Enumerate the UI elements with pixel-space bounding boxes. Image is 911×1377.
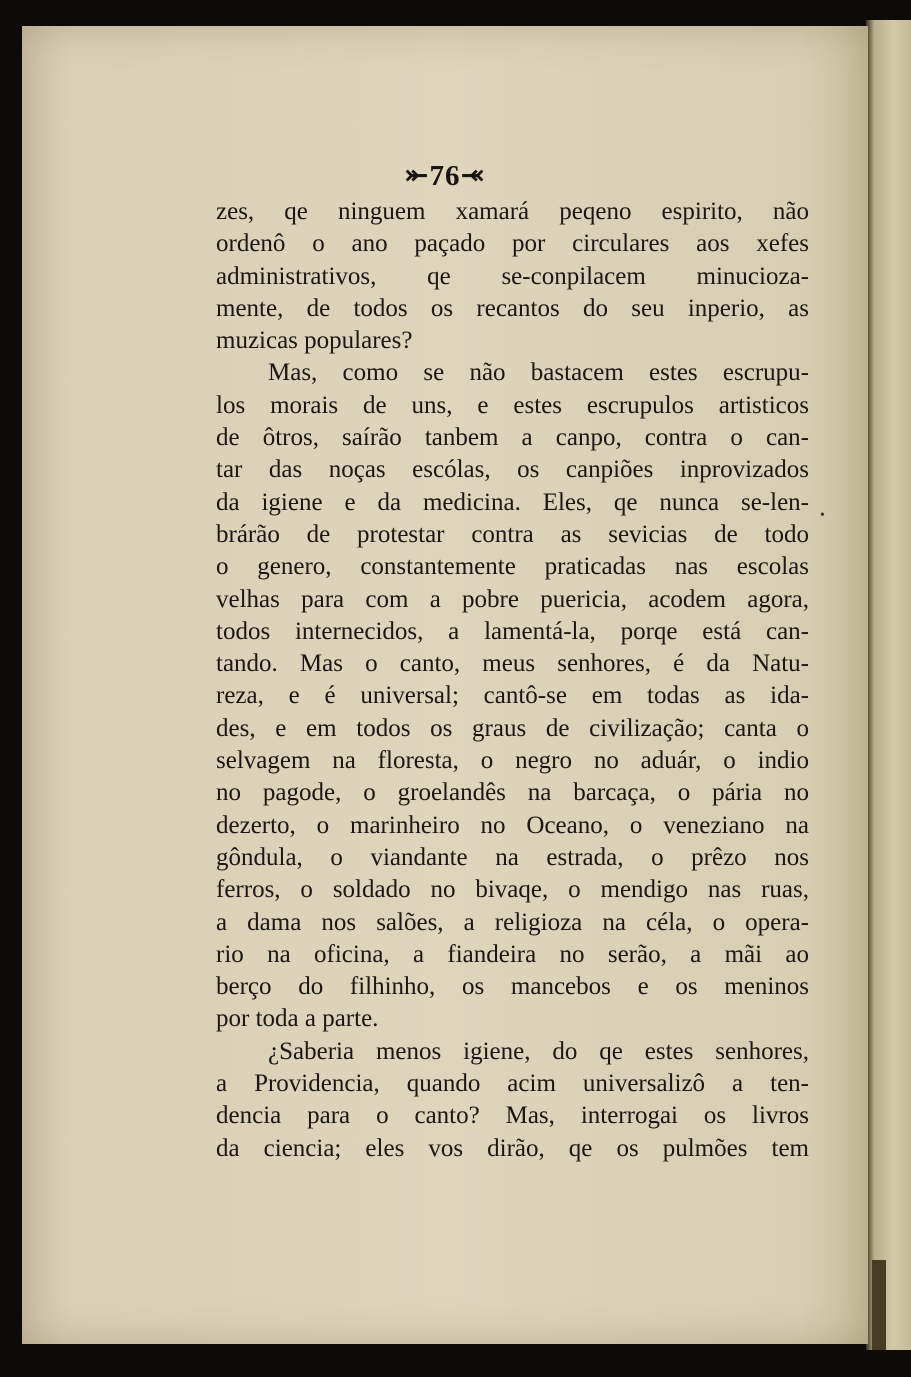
text-line: por toda a parte. [216,1005,379,1033]
text-line: dezerto, o marinheiro no Oceano, o veneziano na [216,811,809,839]
text-line: o genero, constantemente praticadas nas escolas [216,553,809,581]
text-line: mente, de todos os recantos do seu inperio, as [216,294,809,322]
text-line: da ciencia; eles vos dirão, qe os pulmões tem [216,1134,809,1162]
text-line: reza, e é universal; cantô-se em todas as ida- [216,682,809,710]
text-line: velhas para com a pobre puericia, acodem agora, [216,585,809,613]
text-line: no pagode, o groelandês na barcaça, o pária no [216,779,809,807]
header-ornament-left: ⤜ [404,160,430,192]
text-line: zes, qe ninguem xamará peqeno espirito, não [216,198,809,225]
text-line: tando. Mas o canto, meus senhores, é da Natu- [216,650,809,678]
text-line: administrativos, qe se-conpilacem minucioza- [216,262,809,290]
text-line: ordenô o ano paçado por circulares aos xefes [216,230,809,258]
text-line: todos internecidos, a lamentá-la, porqe está can- [216,617,809,645]
text-line: selvagem na floresta, o negro no aduár, o indio [216,747,809,775]
fold-mark: • [820,508,825,523]
text-line: tar das noças escólas, os canpiões inprovizados [216,456,809,484]
text-line: muzicas populares? [216,327,413,355]
body-text [216,196,809,1165]
text-line: dencia para o canto? Mas, interrogai os livros [216,1102,809,1130]
adjacent-page-edge [866,20,911,1350]
text-line: de ôtros, saírão tanbem a canpo, contra o can- [216,424,809,452]
text-line: des, e em todos os graus de civilização; canta o [216,714,809,742]
header-ornament-right: ⤛ [460,160,486,192]
text-line: rio na oficina, a fiandeira no serão, a mãi ao [216,940,809,968]
text-line: Mas, como se não bastacem estes escrupu- [268,359,809,387]
page-number: 76 [429,160,461,192]
text-line: a Providencia, quando acim universalizô a ten- [216,1070,809,1098]
text-line: brárão de protestar contra as sevicias de todo [216,520,809,548]
page-header [22,158,868,193]
text-line: ferros, o soldado no bivaqe, o mendigo nas ruas, [216,876,809,904]
text-line: ¿Saberia menos igiene, do qe estes senhores, [268,1037,809,1065]
text-line: berço do filhinho, os mancebos e os meninos [216,973,809,1001]
text-line: los morais de uns, e estes escrupulos artisticos [216,391,809,419]
text-line: a dama nos salões, a religioza na céla, o opera- [216,908,809,936]
text-line: da igiene e da medicina. Eles, qe nunca se-len- [216,488,809,516]
text-line: gôndula, o viandante na estrada, o prêzo nos [216,843,809,871]
